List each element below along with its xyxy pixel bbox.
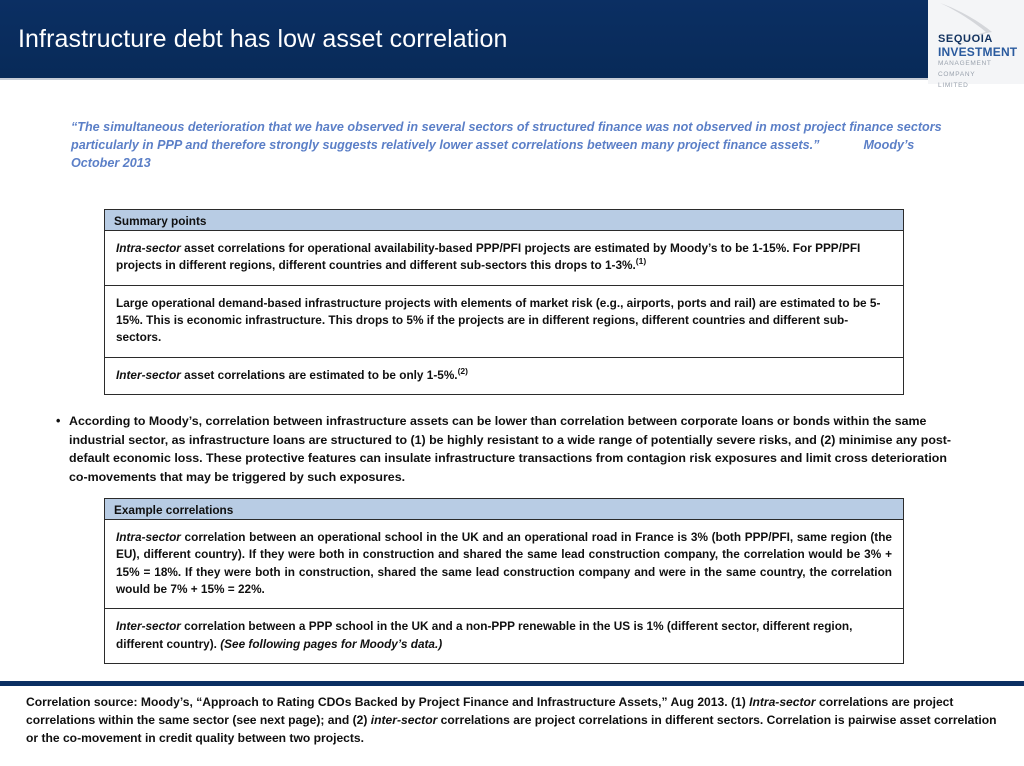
logo-wordmark — [938, 34, 1017, 90]
footnote-part-2: correlations are project correlations within the same sector (see next page); and (2) — [26, 695, 954, 727]
example-correlations-table — [104, 498, 904, 664]
list-item — [56, 412, 964, 486]
row-footnote-marker: (2) — [457, 365, 468, 376]
row-body: correlation between an operational school in the UK and an operational road in France is 3% (both PPP/PFI, same region (the EU), different country). If they were both in construction and shared the same lead construction company, the correlation would be 3% + 15% = 18%. If they were both in construction, shared the same lead construction company and were in the same country, the correlation would be 7% + 15% = 22%. — [116, 530, 892, 596]
footnote-italic-2: inter-sector — [370, 712, 438, 727]
row-trailing-italic: (See following pages for Moody’s data.) — [220, 636, 443, 651]
bullet-text: According to Moody’s, correlation between infrastructure assets can be lower than correlation between corporate loans or bonds within the same industrial sector, as infrastructure loans are structured to (1) be highly resistant to a wide range of potentially severe risks, and (2) minimise any post-default economic loss. These protective features can insulate infrastructure transactions from contagion risk exposures and limit cross deterioration co-movements that may be triggered by such exposures. — [69, 414, 952, 484]
header-divider — [0, 78, 1024, 80]
quote-attribution: Moody’s October 2013 — [71, 137, 915, 170]
summary-points-table — [104, 209, 904, 395]
row-footnote-marker: (1) — [635, 256, 647, 267]
logo-line-sequoia: SEQUOIA — [938, 33, 993, 45]
table-row — [105, 231, 903, 286]
footer-divider — [0, 681, 1024, 686]
row-body: asset correlations are estimated to be only 1-5%. — [180, 367, 458, 382]
moodys-commentary-bullet — [56, 412, 964, 486]
quote-text: “The simultaneous deterioration that we have observed in several sectors of structured finance was not observed in most project finance sectors particularly in PPP and therefore strongly suggests relatively lower asset correlations between many project finance assets.” — [71, 120, 942, 152]
source-footnote — [26, 694, 998, 748]
row-lead-italic: Inter-sector — [116, 619, 181, 634]
row-body: Large operational demand-based infrastructure projects with elements of market risk (e.g., airports, ports and rail) are estimated to be 5-15%. This is economic infrastructure. This drops to 5% if the projects are in different regions, different countries and different sub-sectors. — [116, 295, 881, 345]
bullet-marker-icon: • — [56, 414, 61, 428]
footnote-part-1: Correlation source: Moody’s, “Approach to Rating CDOs Backed by Project Finance and Infrastructure Assets,” Aug 2013. (1) — [26, 695, 750, 709]
table-row — [105, 520, 903, 609]
logo-line-management: MANAGEMENT — [938, 60, 992, 67]
summary-table-header: Summary points — [105, 210, 903, 231]
table-row — [105, 286, 903, 358]
logo-line-company: COMPANY — [938, 70, 976, 78]
page-title: Infrastructure debt has low asset correlation — [18, 25, 508, 53]
moodys-quote — [71, 119, 959, 173]
table-row — [105, 358, 903, 394]
example-table-header: Example correlations — [105, 499, 903, 520]
row-lead-italic: Inter-sector — [116, 367, 181, 382]
row-body: asset correlations for operational availability-based PPP/PFI projects are estimated by Moody’s to be 1-15%. For PPP/PFI projects in different regions, different countries and different sub-sectors this drops to 1-3%. — [116, 241, 861, 273]
logo-line-limited: LIMITED — [938, 81, 969, 89]
row-lead-italic: Intra-sector — [116, 241, 181, 255]
footnote-italic-1: Intra-sector — [749, 695, 816, 709]
row-lead-italic: Intra-sector — [116, 530, 181, 544]
footnote-part-3: correlations are project correlations in different sectors. Correlation is pairwise asset correlation or the co-movement in credit quality between two projects. — [26, 712, 997, 745]
company-logo — [928, 0, 1024, 89]
table-row — [105, 609, 903, 663]
logo-line-investment: INVESTMENT — [938, 45, 1018, 59]
row-body: correlation between a PPP school in the UK and a non-PPP renewable in the US is 1% (different sector, different region, different country). — [116, 619, 853, 651]
